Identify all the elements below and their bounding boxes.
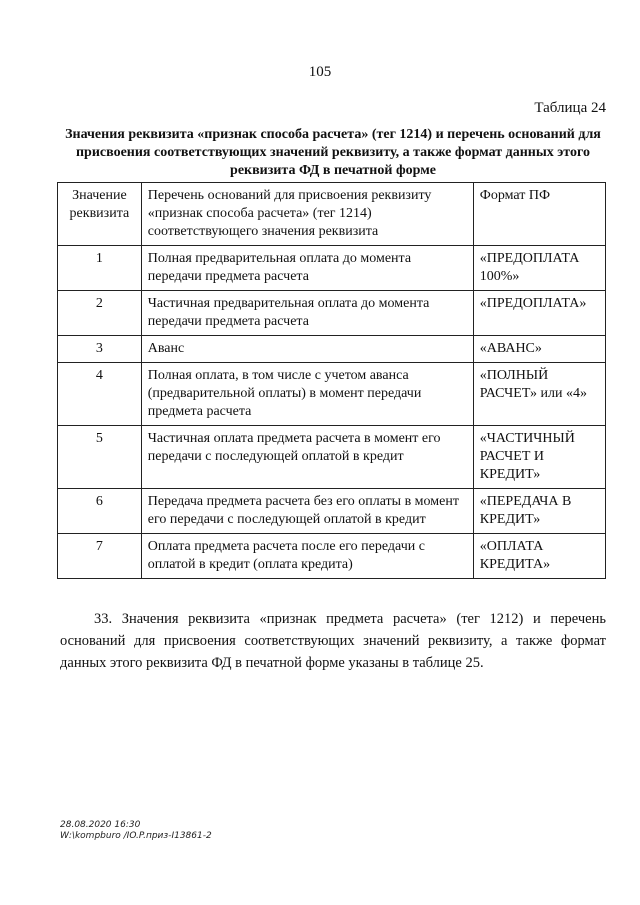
cell-value: 4 (58, 363, 142, 426)
table-label: Таблица 24 (534, 100, 606, 116)
cell-value: 2 (58, 291, 142, 336)
cell-value: 5 (58, 426, 142, 489)
table-row (58, 426, 606, 489)
body-paragraph: 33. Значения реквизита «признак предмета расчета» (тег 1212) и перечень оснований для присвоения соответствующих значений реквизиту, а также формат данных этого реквизита ФД в печатной форме указаны в таблице 25. (60, 611, 606, 671)
cell-value: 6 (58, 489, 142, 534)
footer-timestamp: 28.08.2020 16:30 (60, 820, 141, 830)
cell-basis: Аванс (141, 336, 473, 363)
cell-basis: Полная предварительная оплата до момента передачи предмета расчета (141, 246, 473, 291)
cell-value: 1 (58, 246, 142, 291)
cell-value: 3 (58, 336, 142, 363)
cell-format: «ОПЛАТА КРЕДИТА» (473, 534, 605, 579)
cell-format: «АВАНС» (473, 336, 605, 363)
table-row (58, 336, 606, 363)
footer-file-path: W:\kompburo /IO.P.приз-I13861-2 (60, 831, 212, 841)
header-value: Значение реквизита (58, 183, 142, 246)
cell-basis: Частичная оплата предмета расчета в момент его передачи с последующей оплатой в кредит (141, 426, 473, 489)
table-row (58, 489, 606, 534)
cell-format: «ПЕРЕДАЧА В КРЕДИТ» (473, 489, 605, 534)
page-number: 105 (308, 64, 332, 80)
requisite-table (57, 182, 606, 579)
cell-basis: Полная оплата, в том числе с учетом аванса (предварительной оплаты) в момент передачи предмета расчета (141, 363, 473, 426)
table-row (58, 246, 606, 291)
document-footer (60, 820, 212, 842)
cell-format: «ПРЕДОПЛАТА 100%» (473, 246, 605, 291)
header-format: Формат ПФ (473, 183, 605, 246)
cell-basis: Оплата предмета расчета после его передачи с оплатой в кредит (оплата кредита) (141, 534, 473, 579)
cell-format: «ПРЕДОПЛАТА» (473, 291, 605, 336)
cell-basis: Частичная предварительная оплата до момента передачи предмета расчета (141, 291, 473, 336)
header-basis: Перечень оснований для присвоения реквизиту «признак способа расчета» (тег 1214) соответствующего значения реквизита (141, 183, 473, 246)
table-row (58, 534, 606, 579)
cell-format: «ЧАСТИЧНЫЙ РАСЧЕТ И КРЕДИТ» (473, 426, 605, 489)
table-header-row (58, 183, 606, 246)
table-row (58, 363, 606, 426)
cell-basis: Передача предмета расчета без его оплаты в момент его передачи с последующей оплатой в кредит (141, 489, 473, 534)
cell-value: 7 (58, 534, 142, 579)
table-title: Значения реквизита «признак способа расчета» (тег 1214) и перечень оснований для присвоения соответствующих значений реквизиту, а также формат данных этого реквизита ФД в печатной форме (65, 127, 601, 178)
table-row (58, 291, 606, 336)
cell-format: «ПОЛНЫЙ РАСЧЕТ» или «4» (473, 363, 605, 426)
